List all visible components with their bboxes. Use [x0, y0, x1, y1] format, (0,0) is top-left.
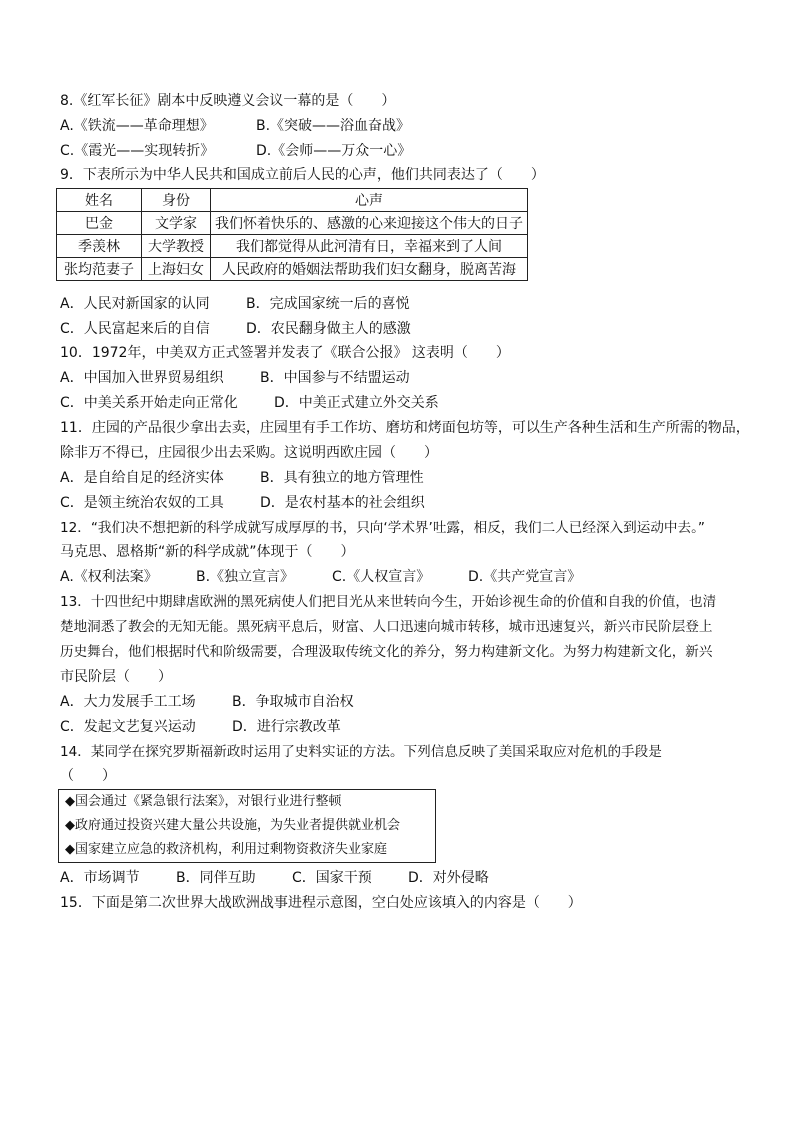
q9-option-d: D．农民翻身做主人的感激	[246, 321, 411, 337]
table-cell: 我们都觉得从此河清有日，幸福来到了人间	[211, 235, 528, 258]
q9-options-row2	[60, 320, 411, 338]
q10-options-row1	[60, 369, 410, 387]
q13-options-row1	[60, 693, 354, 711]
q8-option-c: C.《霞光——实现转折》	[60, 143, 215, 159]
table-cell: 大学教授	[142, 235, 211, 258]
q12-stem-line2: 马克思、恩格斯“新的科学成就”体现于（ ）	[60, 544, 355, 560]
q12-option-a: A.《权利法案》	[60, 569, 158, 585]
q13-stem-line2: 楚地洞悉了教会的无知无能。黑死病平息后，财富、人口迅速向城市转移，城市迅速复兴，新兴市民阶层登上	[60, 619, 713, 635]
q9-option-b: B．完成国家统一后的喜悦	[246, 296, 410, 312]
q8-option-d: D.《会师——万众一心》	[256, 143, 412, 159]
table-cell: 我们怀着快乐的、感激的心来迎接这个伟大的日子	[211, 212, 528, 235]
q13-stem-line1: 13．十四世纪中期肆虐欧洲的黑死病使人们把目光从来世转向今生，开始诊视生命的价值和自我的价值，也清	[60, 594, 717, 610]
q11-stem-line2: 除非万不得已，庄园很少出去采购。这说明西欧庄园（ ）	[60, 445, 438, 461]
table-header: 心声	[211, 189, 528, 212]
q12-options-row	[60, 568, 581, 586]
q14-option-b: B．同伴互助	[176, 870, 256, 886]
q11-option-a: A．是自给自足的经济实体	[60, 470, 224, 486]
q14-box-item: ◆政府通过投资兴建大量公共设施，为失业者提供就业机会	[65, 818, 400, 833]
table-header-row	[57, 189, 528, 212]
table-row	[57, 235, 528, 258]
table-cell: 张均范妻子	[57, 258, 142, 281]
q12-option-d: D.《共产党宣言》	[468, 569, 582, 585]
q9-options-row1	[60, 295, 410, 313]
q8-option-b: B.《突破——浴血奋战》	[256, 118, 411, 134]
table-row	[57, 258, 528, 281]
q10-option-a: A．中国加入世界贸易组织	[60, 370, 224, 386]
q11-option-c: C．是领主统治农奴的工具	[60, 495, 224, 511]
q9-table	[56, 188, 528, 281]
q15-stem: 15．下面是第二次世界大战欧洲战事进程示意图，空白处应该填入的内容是（ ）	[60, 895, 582, 911]
table-cell: 文学家	[142, 212, 211, 235]
q8-options-row2	[60, 142, 411, 160]
q8-options-row1	[60, 117, 410, 135]
q9-stem: 9．下表所示为中华人民共和国成立前后人民的心声，他们共同表达了（ ）	[60, 167, 545, 183]
q10-option-b: B．中国参与不结盟运动	[260, 370, 410, 386]
q9-option-c: C．人民富起来后的自信	[60, 321, 210, 337]
q9-option-a: A．人民对新国家的认同	[60, 296, 210, 312]
q10-option-d: D．中美正式建立外交关系	[274, 395, 439, 411]
q12-option-c: C.《人权宣言》	[332, 569, 431, 585]
q14-stem-line2: （ ）	[60, 768, 116, 784]
q12-option-b: B.《独立宣言》	[196, 569, 295, 585]
q13-stem-line4: 市民阶层（ ）	[60, 669, 172, 685]
table-cell: 巴金	[57, 212, 142, 235]
table-row	[57, 212, 528, 235]
q14-option-a: A．市场调节	[60, 870, 140, 886]
q13-option-d: D．进行宗教改革	[232, 719, 341, 735]
table-cell: 季羡林	[57, 235, 142, 258]
q11-options-row1	[60, 469, 424, 487]
q11-stem-line1: 11．庄园的产品很少拿出去卖，庄园里有手工作坊、磨坊和烤面包坊等，可以生产各种生活和生产所需的物品，	[60, 420, 750, 436]
q14-option-d: D．对外侵略	[408, 870, 489, 886]
q14-source-box	[58, 789, 436, 863]
table-header: 姓名	[57, 189, 142, 212]
q13-option-b: B．争取城市自治权	[232, 694, 354, 710]
q11-option-d: D．是农村基本的社会组织	[260, 495, 425, 511]
q13-stem-line3: 历史舞台，他们根据时代和阶级需要，合理汲取传统文化的养分，努力构建新文化。为努力构建新文化，新兴	[60, 644, 713, 660]
table-cell: 上海妇女	[142, 258, 211, 281]
q14-box-item: ◆国家建立应急的救济机构，利用过剩物资救济失业家庭	[65, 842, 387, 857]
q14-stem-line1: 14．某同学在探究罗斯福新政时运用了史料实证的方法。下列信息反映了美国采取应对危机的手段是	[60, 744, 662, 760]
q8-stem: 8.《红军长征》剧本中反映遵义会议一幕的是（ ）	[60, 93, 396, 109]
table-cell: 人民政府的婚姻法帮助我们妇女翻身，脱离苦海	[211, 258, 528, 281]
q13-option-a: A．大力发展手工工场	[60, 694, 196, 710]
q8-option-a: A.《铁流——革命理想》	[60, 118, 214, 134]
q11-option-b: B．具有独立的地方管理性	[260, 470, 424, 486]
q10-options-row2	[60, 394, 439, 412]
q13-option-c: C．发起文艺复兴运动	[60, 719, 196, 735]
q14-options-row	[60, 869, 489, 887]
q13-options-row2	[60, 718, 341, 736]
q10-stem: 10．1972年，中美双方正式签署并发表了《联合公报》 这表明（ ）	[60, 345, 510, 361]
q12-stem-line1: 12．“我们决不想把新的科学成就写成厚厚的书，只向‘学术界’吐露，相反，我们二人已经深入到运动中去。”	[60, 520, 705, 536]
q11-options-row2	[60, 494, 425, 512]
q10-option-c: C．中美关系开始走向正常化	[60, 395, 238, 411]
table-header: 身份	[142, 189, 211, 212]
q14-option-c: C．国家干预	[292, 870, 372, 886]
q14-box-item: ◆国会通过《紧急银行法案》，对银行业进行整顿	[65, 794, 342, 809]
